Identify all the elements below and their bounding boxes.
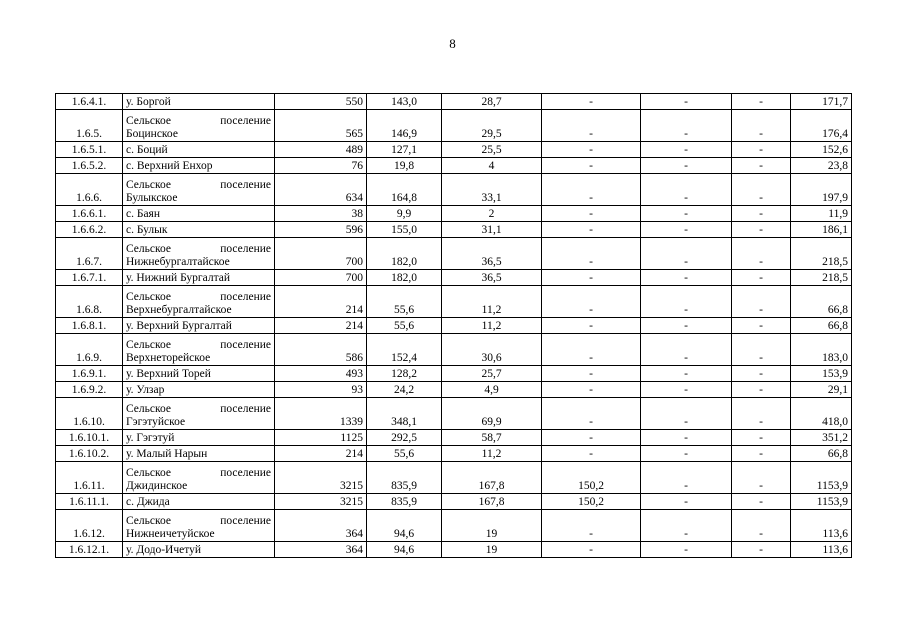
cell-total: 218,5 — [791, 270, 852, 286]
name-wrap — [126, 403, 271, 429]
cell-value-3: 167,8 — [442, 462, 542, 494]
cell-value-1: 364 — [275, 542, 367, 558]
settlement-type-label: Сельское поселение — [126, 115, 271, 127]
cell-value-4: - — [542, 334, 641, 366]
cell-value-3: 4,9 — [442, 382, 542, 398]
cell-value-4: - — [542, 398, 641, 430]
cell-name: у. Верхний Бургалтай — [123, 318, 275, 334]
cell-total: 183,0 — [791, 334, 852, 366]
cell-value-3: 167,8 — [442, 494, 542, 510]
cell-value-2: 348,1 — [367, 398, 442, 430]
settlement-name-label: Нижнеичетуйское — [126, 528, 215, 540]
cell-total: 153,9 — [791, 366, 852, 382]
cell-name — [123, 398, 275, 430]
table-row — [56, 270, 852, 286]
name-wrap — [126, 179, 271, 205]
cell-value-3: 11,2 — [442, 286, 542, 318]
cell-value-4: - — [542, 158, 641, 174]
table-row — [56, 510, 852, 542]
cell-value-6: - — [732, 366, 791, 382]
cell-value-2: 292,5 — [367, 430, 442, 446]
cell-value-1: 3215 — [275, 462, 367, 494]
table-row — [56, 382, 852, 398]
cell-code: 1.6.9.2. — [56, 382, 123, 398]
cell-value-2: 127,1 — [367, 142, 442, 158]
cell-name: с. Боций — [123, 142, 275, 158]
table-row — [56, 110, 852, 142]
cell-value-4: - — [542, 94, 641, 110]
cell-value-4: - — [542, 542, 641, 558]
cell-total: 197,9 — [791, 174, 852, 206]
cell-total: 1153,9 — [791, 462, 852, 494]
cell-value-6: - — [732, 142, 791, 158]
cell-code: 1.6.6. — [56, 174, 123, 206]
cell-name: с. Верхний Енхор — [123, 158, 275, 174]
cell-value-5: - — [641, 110, 732, 142]
cell-value-2: 182,0 — [367, 238, 442, 270]
cell-value-1: 214 — [275, 318, 367, 334]
cell-value-5: - — [641, 382, 732, 398]
cell-value-5: - — [641, 510, 732, 542]
cell-value-6: - — [732, 318, 791, 334]
name-wrap — [126, 243, 271, 269]
cell-total: 418,0 — [791, 398, 852, 430]
cell-value-1: 700 — [275, 270, 367, 286]
settlement-table — [55, 93, 852, 558]
cell-name — [123, 238, 275, 270]
table-row — [56, 222, 852, 238]
cell-total: 113,6 — [791, 542, 852, 558]
cell-value-4: 150,2 — [542, 462, 641, 494]
name-wrap — [126, 339, 271, 365]
cell-name: у. Додо-Ичетуй — [123, 542, 275, 558]
cell-value-6: - — [732, 462, 791, 494]
cell-name: у. Боргой — [123, 94, 275, 110]
table-row — [56, 494, 852, 510]
cell-value-2: 55,6 — [367, 318, 442, 334]
cell-value-2: 155,0 — [367, 222, 442, 238]
cell-code: 1.6.10.2. — [56, 446, 123, 462]
cell-value-4: - — [542, 110, 641, 142]
cell-value-2: 19,8 — [367, 158, 442, 174]
cell-total: 29,1 — [791, 382, 852, 398]
cell-value-6: - — [732, 382, 791, 398]
cell-code: 1.6.10.1. — [56, 430, 123, 446]
cell-value-1: 586 — [275, 334, 367, 366]
cell-value-5: - — [641, 494, 732, 510]
cell-value-2: 835,9 — [367, 462, 442, 494]
cell-value-4: - — [542, 318, 641, 334]
cell-value-1: 700 — [275, 238, 367, 270]
cell-value-1: 214 — [275, 286, 367, 318]
cell-name — [123, 174, 275, 206]
cell-total: 171,7 — [791, 94, 852, 110]
cell-total: 152,6 — [791, 142, 852, 158]
cell-name: с. Булык — [123, 222, 275, 238]
cell-value-6: - — [732, 494, 791, 510]
cell-value-2: 24,2 — [367, 382, 442, 398]
cell-name — [123, 510, 275, 542]
cell-total: 218,5 — [791, 238, 852, 270]
cell-value-5: - — [641, 430, 732, 446]
cell-value-2: 182,0 — [367, 270, 442, 286]
cell-name — [123, 110, 275, 142]
table-row — [56, 158, 852, 174]
cell-value-2: 55,6 — [367, 286, 442, 318]
cell-value-6: - — [732, 430, 791, 446]
cell-value-5: - — [641, 542, 732, 558]
cell-value-6: - — [732, 542, 791, 558]
cell-value-3: 69,9 — [442, 398, 542, 430]
cell-value-4: - — [542, 174, 641, 206]
cell-value-5: - — [641, 446, 732, 462]
settlement-name-label: Булыкское — [126, 192, 178, 204]
cell-value-4: - — [542, 366, 641, 382]
cell-value-4: - — [542, 510, 641, 542]
cell-value-1: 550 — [275, 94, 367, 110]
cell-total: 66,8 — [791, 446, 852, 462]
cell-value-4: - — [542, 238, 641, 270]
cell-total: 351,2 — [791, 430, 852, 446]
cell-value-1: 214 — [275, 446, 367, 462]
table-row — [56, 430, 852, 446]
settlement-type-label: Сельское поселение — [126, 467, 271, 479]
cell-code: 1.6.7.1. — [56, 270, 123, 286]
cell-total: 176,4 — [791, 110, 852, 142]
cell-value-5: - — [641, 238, 732, 270]
cell-value-3: 58,7 — [442, 430, 542, 446]
table-row — [56, 318, 852, 334]
cell-value-3: 11,2 — [442, 446, 542, 462]
name-wrap — [126, 515, 271, 541]
cell-value-2: 94,6 — [367, 542, 442, 558]
cell-value-2: 9,9 — [367, 206, 442, 222]
cell-value-1: 364 — [275, 510, 367, 542]
cell-value-5: - — [641, 206, 732, 222]
cell-value-6: - — [732, 94, 791, 110]
table-row — [56, 174, 852, 206]
cell-name — [123, 286, 275, 318]
settlement-name-label: Боцинское — [126, 128, 178, 140]
cell-value-5: - — [641, 366, 732, 382]
cell-value-6: - — [732, 174, 791, 206]
cell-value-6: - — [732, 206, 791, 222]
cell-code: 1.6.5. — [56, 110, 123, 142]
cell-code: 1.6.9. — [56, 334, 123, 366]
cell-value-2: 164,8 — [367, 174, 442, 206]
cell-value-3: 31,1 — [442, 222, 542, 238]
cell-value-4: - — [542, 286, 641, 318]
cell-value-6: - — [732, 286, 791, 318]
cell-value-1: 76 — [275, 158, 367, 174]
cell-name — [123, 462, 275, 494]
cell-value-1: 1339 — [275, 398, 367, 430]
cell-code: 1.6.7. — [56, 238, 123, 270]
name-wrap — [126, 115, 271, 141]
cell-value-5: - — [641, 142, 732, 158]
cell-value-1: 1125 — [275, 430, 367, 446]
cell-value-5: - — [641, 270, 732, 286]
table-row — [56, 446, 852, 462]
cell-code: 1.6.8.1. — [56, 318, 123, 334]
cell-code: 1.6.6.2. — [56, 222, 123, 238]
cell-value-6: - — [732, 270, 791, 286]
cell-value-3: 29,5 — [442, 110, 542, 142]
table-row — [56, 366, 852, 382]
table-row — [56, 206, 852, 222]
cell-code: 1.6.10. — [56, 398, 123, 430]
cell-value-1: 634 — [275, 174, 367, 206]
cell-name: с. Джида — [123, 494, 275, 510]
cell-name: у. Улзар — [123, 382, 275, 398]
cell-total: 66,8 — [791, 318, 852, 334]
table-row — [56, 398, 852, 430]
cell-name — [123, 334, 275, 366]
table-row — [56, 334, 852, 366]
cell-value-1: 38 — [275, 206, 367, 222]
cell-name: с. Баян — [123, 206, 275, 222]
cell-value-6: - — [732, 446, 791, 462]
cell-value-1: 565 — [275, 110, 367, 142]
cell-value-1: 93 — [275, 382, 367, 398]
cell-value-6: - — [732, 334, 791, 366]
cell-value-2: 55,6 — [367, 446, 442, 462]
cell-code: 1.6.5.1. — [56, 142, 123, 158]
cell-value-4: - — [542, 446, 641, 462]
settlement-name-label: Нижнебургалтайское — [126, 256, 230, 268]
cell-name: у. Гэгэтуй — [123, 430, 275, 446]
cell-value-2: 128,2 — [367, 366, 442, 382]
cell-code: 1.6.11.1. — [56, 494, 123, 510]
cell-value-1: 489 — [275, 142, 367, 158]
cell-value-4: - — [542, 430, 641, 446]
cell-total: 66,8 — [791, 286, 852, 318]
cell-code: 1.6.5.2. — [56, 158, 123, 174]
cell-total: 1153,9 — [791, 494, 852, 510]
cell-code: 1.6.8. — [56, 286, 123, 318]
cell-value-5: - — [641, 222, 732, 238]
cell-value-6: - — [732, 398, 791, 430]
cell-value-4: - — [542, 142, 641, 158]
cell-value-5: - — [641, 94, 732, 110]
cell-value-3: 19 — [442, 510, 542, 542]
cell-code: 1.6.9.1. — [56, 366, 123, 382]
cell-value-4: - — [542, 382, 641, 398]
table-row — [56, 238, 852, 270]
cell-name: у. Верхний Торей — [123, 366, 275, 382]
cell-value-3: 25,5 — [442, 142, 542, 158]
cell-value-4: - — [542, 222, 641, 238]
cell-code: 1.6.12.1. — [56, 542, 123, 558]
cell-value-3: 11,2 — [442, 318, 542, 334]
cell-value-4: 150,2 — [542, 494, 641, 510]
cell-value-3: 25,7 — [442, 366, 542, 382]
cell-value-5: - — [641, 318, 732, 334]
cell-value-2: 146,9 — [367, 110, 442, 142]
cell-value-5: - — [641, 334, 732, 366]
cell-value-2: 143,0 — [367, 94, 442, 110]
cell-total: 186,1 — [791, 222, 852, 238]
settlement-type-label: Сельское поселение — [126, 179, 271, 191]
table-row — [56, 94, 852, 110]
settlement-type-label: Сельское поселение — [126, 291, 271, 303]
table-row — [56, 542, 852, 558]
settlement-name-label: Верхнебургалтайское — [126, 304, 232, 316]
cell-value-6: - — [732, 222, 791, 238]
table-row — [56, 142, 852, 158]
cell-total: 11,9 — [791, 206, 852, 222]
cell-value-3: 19 — [442, 542, 542, 558]
cell-code: 1.6.11. — [56, 462, 123, 494]
settlement-name-label: Джидинское — [126, 480, 188, 492]
table-row — [56, 286, 852, 318]
cell-value-3: 30,6 — [442, 334, 542, 366]
settlement-name-label: Верхнеторейское — [126, 352, 211, 364]
cell-value-6: - — [732, 238, 791, 270]
cell-value-4: - — [542, 270, 641, 286]
cell-code: 1.6.6.1. — [56, 206, 123, 222]
table-body — [56, 94, 852, 558]
settlement-name-label: Гэгэтуйское — [126, 416, 186, 428]
name-wrap — [126, 467, 271, 493]
cell-code: 1.6.4.1. — [56, 94, 123, 110]
cell-value-2: 835,9 — [367, 494, 442, 510]
settlement-type-label: Сельское поселение — [126, 339, 271, 351]
settlement-type-label: Сельское поселение — [126, 403, 271, 415]
settlement-type-label: Сельское поселение — [126, 243, 271, 255]
table-row — [56, 462, 852, 494]
cell-value-3: 36,5 — [442, 270, 542, 286]
cell-value-5: - — [641, 398, 732, 430]
cell-name: у. Нижний Бургалтай — [123, 270, 275, 286]
cell-value-3: 28,7 — [442, 94, 542, 110]
cell-value-5: - — [641, 158, 732, 174]
cell-value-3: 4 — [442, 158, 542, 174]
cell-value-3: 33,1 — [442, 174, 542, 206]
cell-value-6: - — [732, 158, 791, 174]
cell-value-1: 3215 — [275, 494, 367, 510]
cell-value-5: - — [641, 462, 732, 494]
cell-total: 113,6 — [791, 510, 852, 542]
cell-value-5: - — [641, 286, 732, 318]
cell-value-1: 596 — [275, 222, 367, 238]
cell-value-2: 152,4 — [367, 334, 442, 366]
cell-value-6: - — [732, 510, 791, 542]
settlement-type-label: Сельское поселение — [126, 515, 271, 527]
cell-value-4: - — [542, 206, 641, 222]
cell-value-2: 94,6 — [367, 510, 442, 542]
cell-name: у. Малый Нарын — [123, 446, 275, 462]
cell-value-5: - — [641, 174, 732, 206]
cell-code: 1.6.12. — [56, 510, 123, 542]
cell-value-3: 2 — [442, 206, 542, 222]
name-wrap — [126, 291, 271, 317]
cell-value-1: 493 — [275, 366, 367, 382]
cell-value-6: - — [732, 110, 791, 142]
cell-total: 23,8 — [791, 158, 852, 174]
page-number: 8 — [449, 36, 456, 51]
cell-value-3: 36,5 — [442, 238, 542, 270]
